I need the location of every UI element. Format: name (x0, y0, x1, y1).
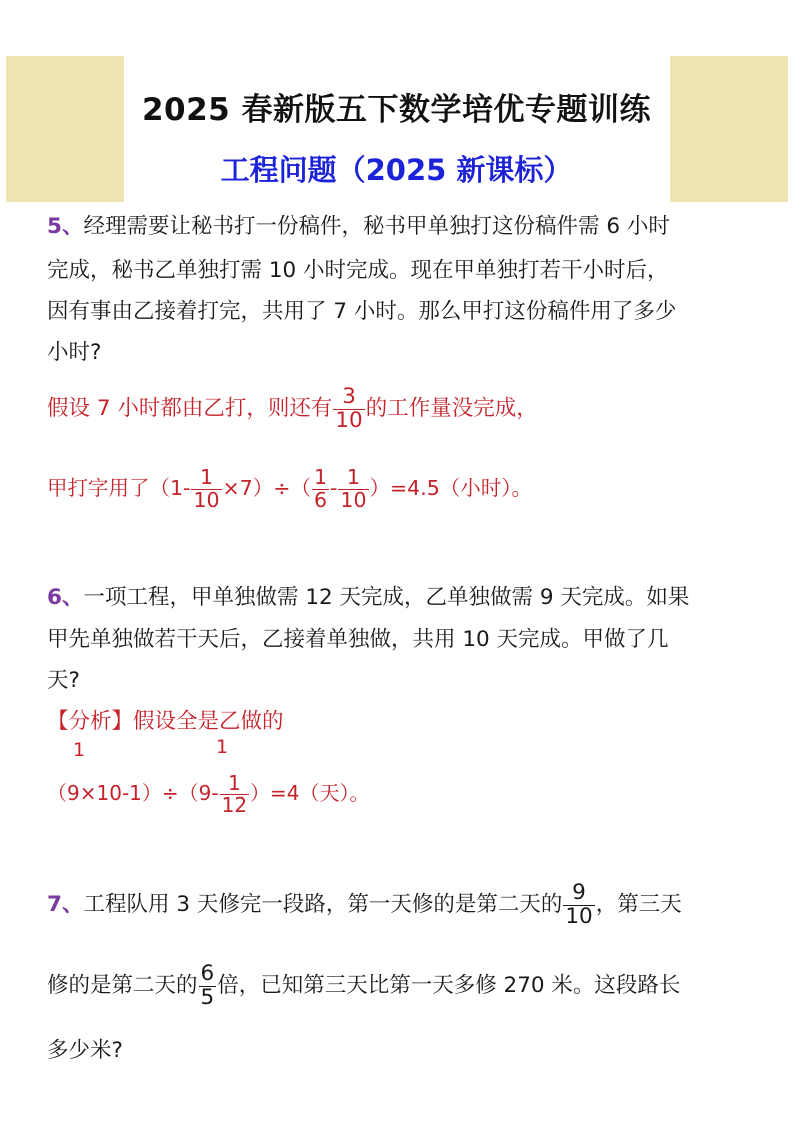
q6-analysis: 【分析】假设全是乙做的 (47, 709, 284, 734)
q6-line-1 (47, 587, 689, 609)
q5-solution-1 (47, 386, 538, 432)
q6-text-1: 一项工程，甲单独做需 12 天完成，乙单独做需 9 天完成。如果 (83, 585, 690, 610)
q6-line-3: 天? (47, 668, 80, 693)
q5-sol1-text-post: 的工作量没完成， (365, 396, 538, 422)
q6-sol-denominator-2: 9 (198, 781, 212, 805)
q6-number-sep: 、 (61, 585, 84, 610)
page-subtitle: 工程问题（2025 新课标） (220, 153, 573, 187)
q5-solution-2: 甲打字用了（1- $\frac{1}{10}$ ×7）÷（ $\frac{1}{6}$ - $\frac{1}{10}$ ）=4.5（小时）。 (47, 465, 533, 512)
q5-number: 5 (47, 214, 62, 239)
q5-number-sep: 、 (61, 214, 84, 239)
q7-number: 7 (47, 892, 62, 918)
q5-sol1-fraction: $\frac{3}{10}$ (335, 384, 363, 433)
q5-line-3: 因有事由乙接着打完，共用了 7 小时。那么甲打这份稿件用了多少 (47, 299, 677, 324)
q5-text-1: 经理需要让秘书打一份稿件，秘书甲单独打这份稿件需 6 小时 (83, 214, 670, 239)
q5-line-1 (47, 216, 670, 238)
q7-line-2: 修的是第二天的 $\frac{6}{5}$ 倍，已知第三天比第一天多修 270 米。这段路长 (47, 961, 681, 1010)
q7-fraction-1: $\frac{9}{10}$ (565, 880, 593, 929)
page-title: 2025 春新版五下数学培优专题训练 (141, 92, 652, 128)
q7-fraction-2: $\frac{6}{5}$ (200, 961, 215, 1010)
q5-line-2: 完成，秘书乙单独打需 10 小时完成。现在甲单独打若干小时后， (47, 258, 669, 283)
q7-text-1: 工程队用 3 天修完一段路，第一天修的是第二天的 (83, 892, 563, 918)
q5-sol2-fraction-1: $\frac{1}{10}$ (193, 465, 220, 512)
q7-number-sep: 、 (61, 892, 84, 918)
q6-raised-numerator-2: 1 (216, 736, 229, 758)
q7-line-3: 多少米? (47, 1038, 123, 1063)
q5-sol2-fraction-3: $\frac{1}{10}$ (340, 465, 367, 512)
q7-text-2: 修的是第二天的 (47, 973, 198, 999)
q6-line-2: 甲先单独做若干天后，乙接着单独做，共用 10 天完成。甲做了几 (47, 627, 669, 652)
q5-sol2-fraction-2: $\frac{1}{6}$ (313, 465, 327, 512)
q6-number: 6 (47, 585, 62, 610)
q6-raised-numerator-1: 1 (73, 739, 86, 761)
q6-sol-denominator-1: 9 (67, 781, 80, 805)
q6-solution: （9×10-1）÷（9- $\frac{1}{12}$ ）=4（天）。 (47, 771, 370, 817)
q5-sol1-text: 假设 7 小时都由乙打，则还有 (47, 396, 333, 422)
q7-line-1: 7、工程队用 3 天修完一段路，第一天修的是第二天的 $\frac{9}{10}$ ，第三天 (47, 880, 682, 929)
q6-sol-fraction: $\frac{1}{12}$ (221, 771, 248, 817)
q5-line-4: 小时? (47, 340, 102, 365)
